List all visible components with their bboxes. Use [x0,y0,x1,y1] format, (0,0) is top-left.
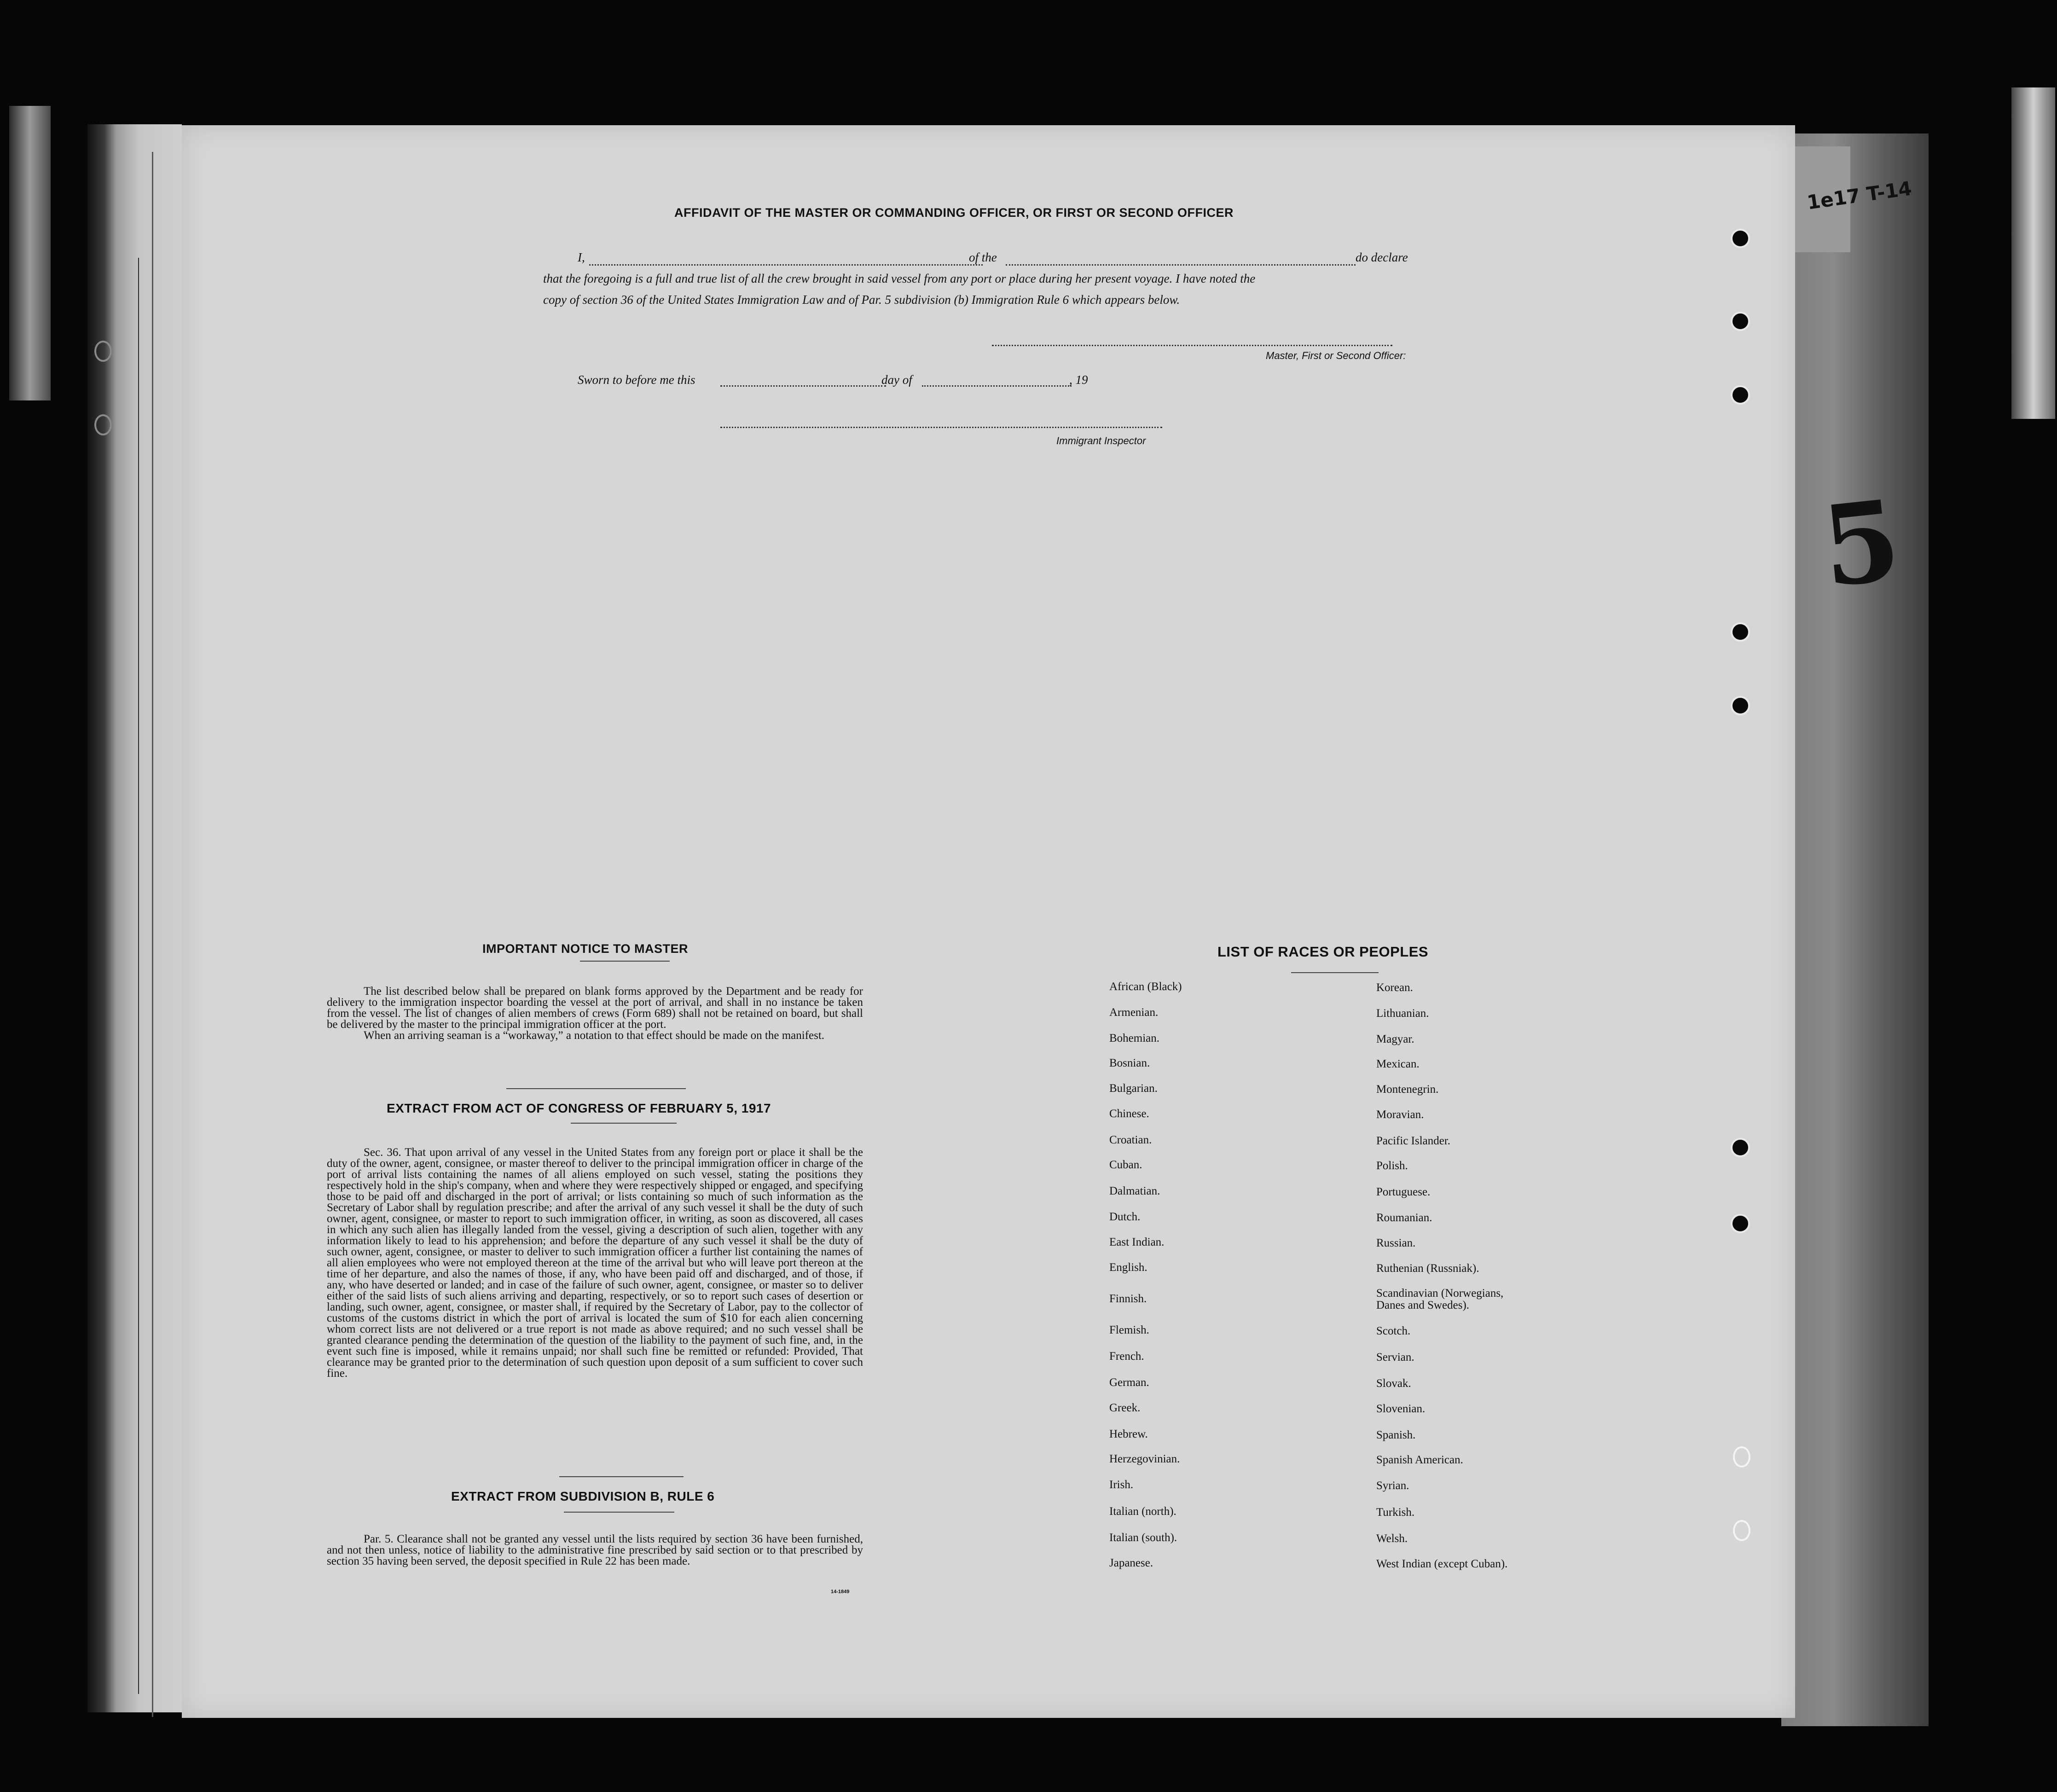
race-item: Chinese. [1109,1108,1149,1120]
binding-line [152,152,153,1717]
race-item: Spanish. [1376,1429,1416,1441]
affidavit-line-3: copy of section 36 of the United States Immigration Law and of Par. 5 subdivision (b) Immigration Rule 6 which appears below. [543,293,1180,307]
ledger-binding [87,124,182,1712]
rule-body [327,1534,863,1567]
race-item: Magyar. [1376,1033,1414,1045]
notice-title-rule [580,961,670,962]
notice-paragraph-1: The list described below shall be prepared on blank forms approved by the Department and be ready for delivery to the immigration inspector boarding the vessel at the port of arrival, and shall in no instance be taken from the vessel. The list of changes of alien members of crews (Form 689) shall not be retained on board, but shall be delivered by the master to the principal immigration officer at the port. [327,985,863,1031]
race-item: Moravian. [1376,1108,1424,1121]
inspector-signature-blank [720,427,1162,428]
race-item: Pacific Islander. [1376,1135,1451,1147]
inspector-signature-caption: Immigrant Inspector [1056,435,1146,447]
race-item: Dutch. [1109,1211,1141,1223]
corner-handwritten-note: 1e17 T-14 [1805,177,1913,214]
race-item: Slovenian. [1376,1403,1425,1415]
affidavit-of-the-label: of the [969,250,997,264]
race-item: Dalmatian. [1109,1185,1160,1197]
race-item: Turkish. [1376,1506,1415,1519]
affidavit-i-label: I, [578,250,585,264]
race-item: Bosnian. [1109,1057,1150,1069]
race-item: Syrian. [1376,1479,1409,1492]
race-item: Korean. [1376,981,1413,994]
race-item: Servian. [1376,1351,1414,1363]
act-body [327,1147,863,1379]
rule-title-rule [564,1512,674,1513]
sworn-year-label: , 19 [1069,373,1088,387]
race-item: Roumanian. [1376,1212,1432,1224]
act-title-rule [571,1123,677,1124]
race-item: Ruthenian (Russniak). [1376,1262,1479,1275]
race-item: Japanese. [1109,1557,1153,1569]
race-item: West Indian (except Cuban). [1376,1558,1508,1570]
affidavit-title: AFFIDAVIT OF THE MASTER OR COMMANDING OFFICER, OR FIRST OR SECOND OFFICER [674,206,1234,220]
master-signature-blank [992,345,1392,346]
master-signature-caption: Master, First or Second Officer: [1266,350,1406,361]
punch-hole [1731,1138,1750,1157]
race-item: Bulgarian. [1109,1082,1158,1095]
binding-line [138,258,139,1694]
punch-hole [1733,1520,1750,1541]
races-title-rule [1291,972,1379,973]
race-item: English. [1109,1261,1147,1274]
section-divider [506,1088,686,1089]
punch-hole [1731,622,1750,642]
punch-hole [1731,312,1750,331]
race-item: Hebrew. [1109,1428,1148,1440]
race-item: Mexican. [1376,1058,1420,1070]
handwritten-page-number: 5 [1816,475,1906,612]
binding-hole [94,414,112,435]
name-blank [589,264,983,266]
par-5-text: Par. 5. Clearance shall not be granted any vessel until the lists required by section 36 have been furnished, and not then unless, notice of liability to the administrative fine prescribed by said section or to that prescribed by section 35 having been served, the deposit specified in Rule 22 has been made. [327,1533,863,1567]
punch-hole [1733,1446,1750,1467]
back-sheet [1781,133,1929,1726]
race-item: Croatian. [1109,1134,1152,1146]
section-36-text: Sec. 36. That upon arrival of any vessel in the United States from any foreign port or place it shall be the duty of the owner, agent, consignee, or master thereof to deliver to the principal immigration officer in charge of the port of arrival lists containing the names of all aliens employed on such vessel, stating the positions they respectively hold in the ship's company, when and where they were respectively shipped or engaged, and specifying those to be paid off and discharged in the port of arrival; or lists containing so much of such information as the Secretary of Labor shall by regulation prescribe; and after the arrival of any such vessel it shall be the duty of such owner, agent, consignee, or master to report to such immigration officer, in writing, as soon as discovered, all cases in which any such alien has illegally landed from the vessel, giving a description of such alien, together with any information likely to lead to his apprehension; and before the departure of any such vessel it shall be the duty of such owner, agent, consignee, or master to deliver to such immigration officer a further list containing the names of all alien employees who were not employed thereon at the time of the arrival but who will leave port thereon at the time of her departure, and also the names of those, if any, who have been paid off and discharged, and of those, if any, who have deserted or landed; and in case of the failure of such owner, agent, consignee, or master so to deliver either of the said lists of such aliens arriving and departing, respectively, or so to report such cases of desertion or landing, such owner, agent, consignee, or master shall, if required by the Secretary of Labor, pay to the collector of customs of the customs district in which the port of arrival is located the sum of $10 for each alien concerning whom correct lists are not delivered or a true report is not made as above required; and no such vessel shall be granted clearance pending the determination of the question of the liability to the payment of such fine, and, in the event such fine is imposed, while it remains unpaid; nor shall such fine be remitted or refunded: Provided, That clearance may be granted prior to the determination of such question upon deposit of a sum sufficient to cover such fine. [327,1146,863,1380]
race-item: Bohemian. [1109,1032,1160,1044]
race-item: Lithuanian. [1376,1007,1429,1020]
race-item: French. [1109,1350,1144,1363]
race-item: German. [1109,1376,1149,1389]
race-item: Cuban. [1109,1159,1142,1171]
binding-hole [94,341,112,362]
notice-body [327,986,863,1041]
race-item: Armenian. [1109,1006,1159,1019]
form-number: 14-1849 [831,1589,850,1595]
races-title: LIST OF RACES OR PEOPLES [1217,944,1429,960]
day-of-label: day of [881,373,912,387]
race-item: East Indian. [1109,1236,1165,1248]
race-item: Flemish. [1109,1324,1149,1336]
punch-hole [1731,696,1750,715]
vessel-blank [1006,264,1356,266]
race-item: Portuguese. [1376,1186,1431,1198]
race-item: African (Black) [1109,980,1182,993]
race-item: Montenegrin. [1376,1083,1439,1096]
race-item: Russian. [1376,1237,1416,1249]
section-divider [559,1476,684,1477]
race-item: Slovak. [1376,1377,1411,1390]
punch-hole [1731,385,1750,405]
punch-hole [1731,1214,1750,1233]
race-item: Italian (south). [1109,1531,1177,1544]
act-title: EXTRACT FROM ACT OF CONGRESS OF FEBRUARY 5, 1917 [387,1101,771,1115]
notice-paragraph-2: When an arriving seaman is a “workaway,” a notation to that effect should be made on the manifest. [364,1029,825,1042]
race-item: Greek. [1109,1402,1141,1414]
right-film-edge [2011,87,2055,419]
race-item: Polish. [1376,1160,1408,1172]
race-item: Italian (north). [1109,1505,1176,1518]
sworn-label: Sworn to before me this [578,373,695,387]
manifest-page [182,125,1795,1718]
race-item: Irish. [1109,1479,1134,1491]
race-item: Scotch. [1376,1325,1411,1337]
notice-title: IMPORTANT NOTICE TO MASTER [482,942,688,956]
race-item: Spanish American. [1376,1454,1463,1466]
rule-title: EXTRACT FROM SUBDIVISION B, RULE 6 [451,1489,715,1503]
sworn-day-blank [720,385,886,387]
race-item: Finnish. [1109,1293,1147,1305]
punch-hole [1731,229,1750,248]
affidavit-line-2: that the foregoing is a full and true list of all the crew brought in said vessel from any port or place during her present voyage. I have noted the [543,272,1256,285]
sworn-month-blank [922,385,1072,387]
race-item: Scandinavian (Norwegians, Danes and Swedes). [1376,1287,1504,1311]
affidavit-declare-label: do declare [1356,250,1408,264]
left-film-edge [9,106,51,400]
race-item: Herzegovinian. [1109,1453,1180,1465]
race-item: Welsh. [1376,1532,1408,1545]
